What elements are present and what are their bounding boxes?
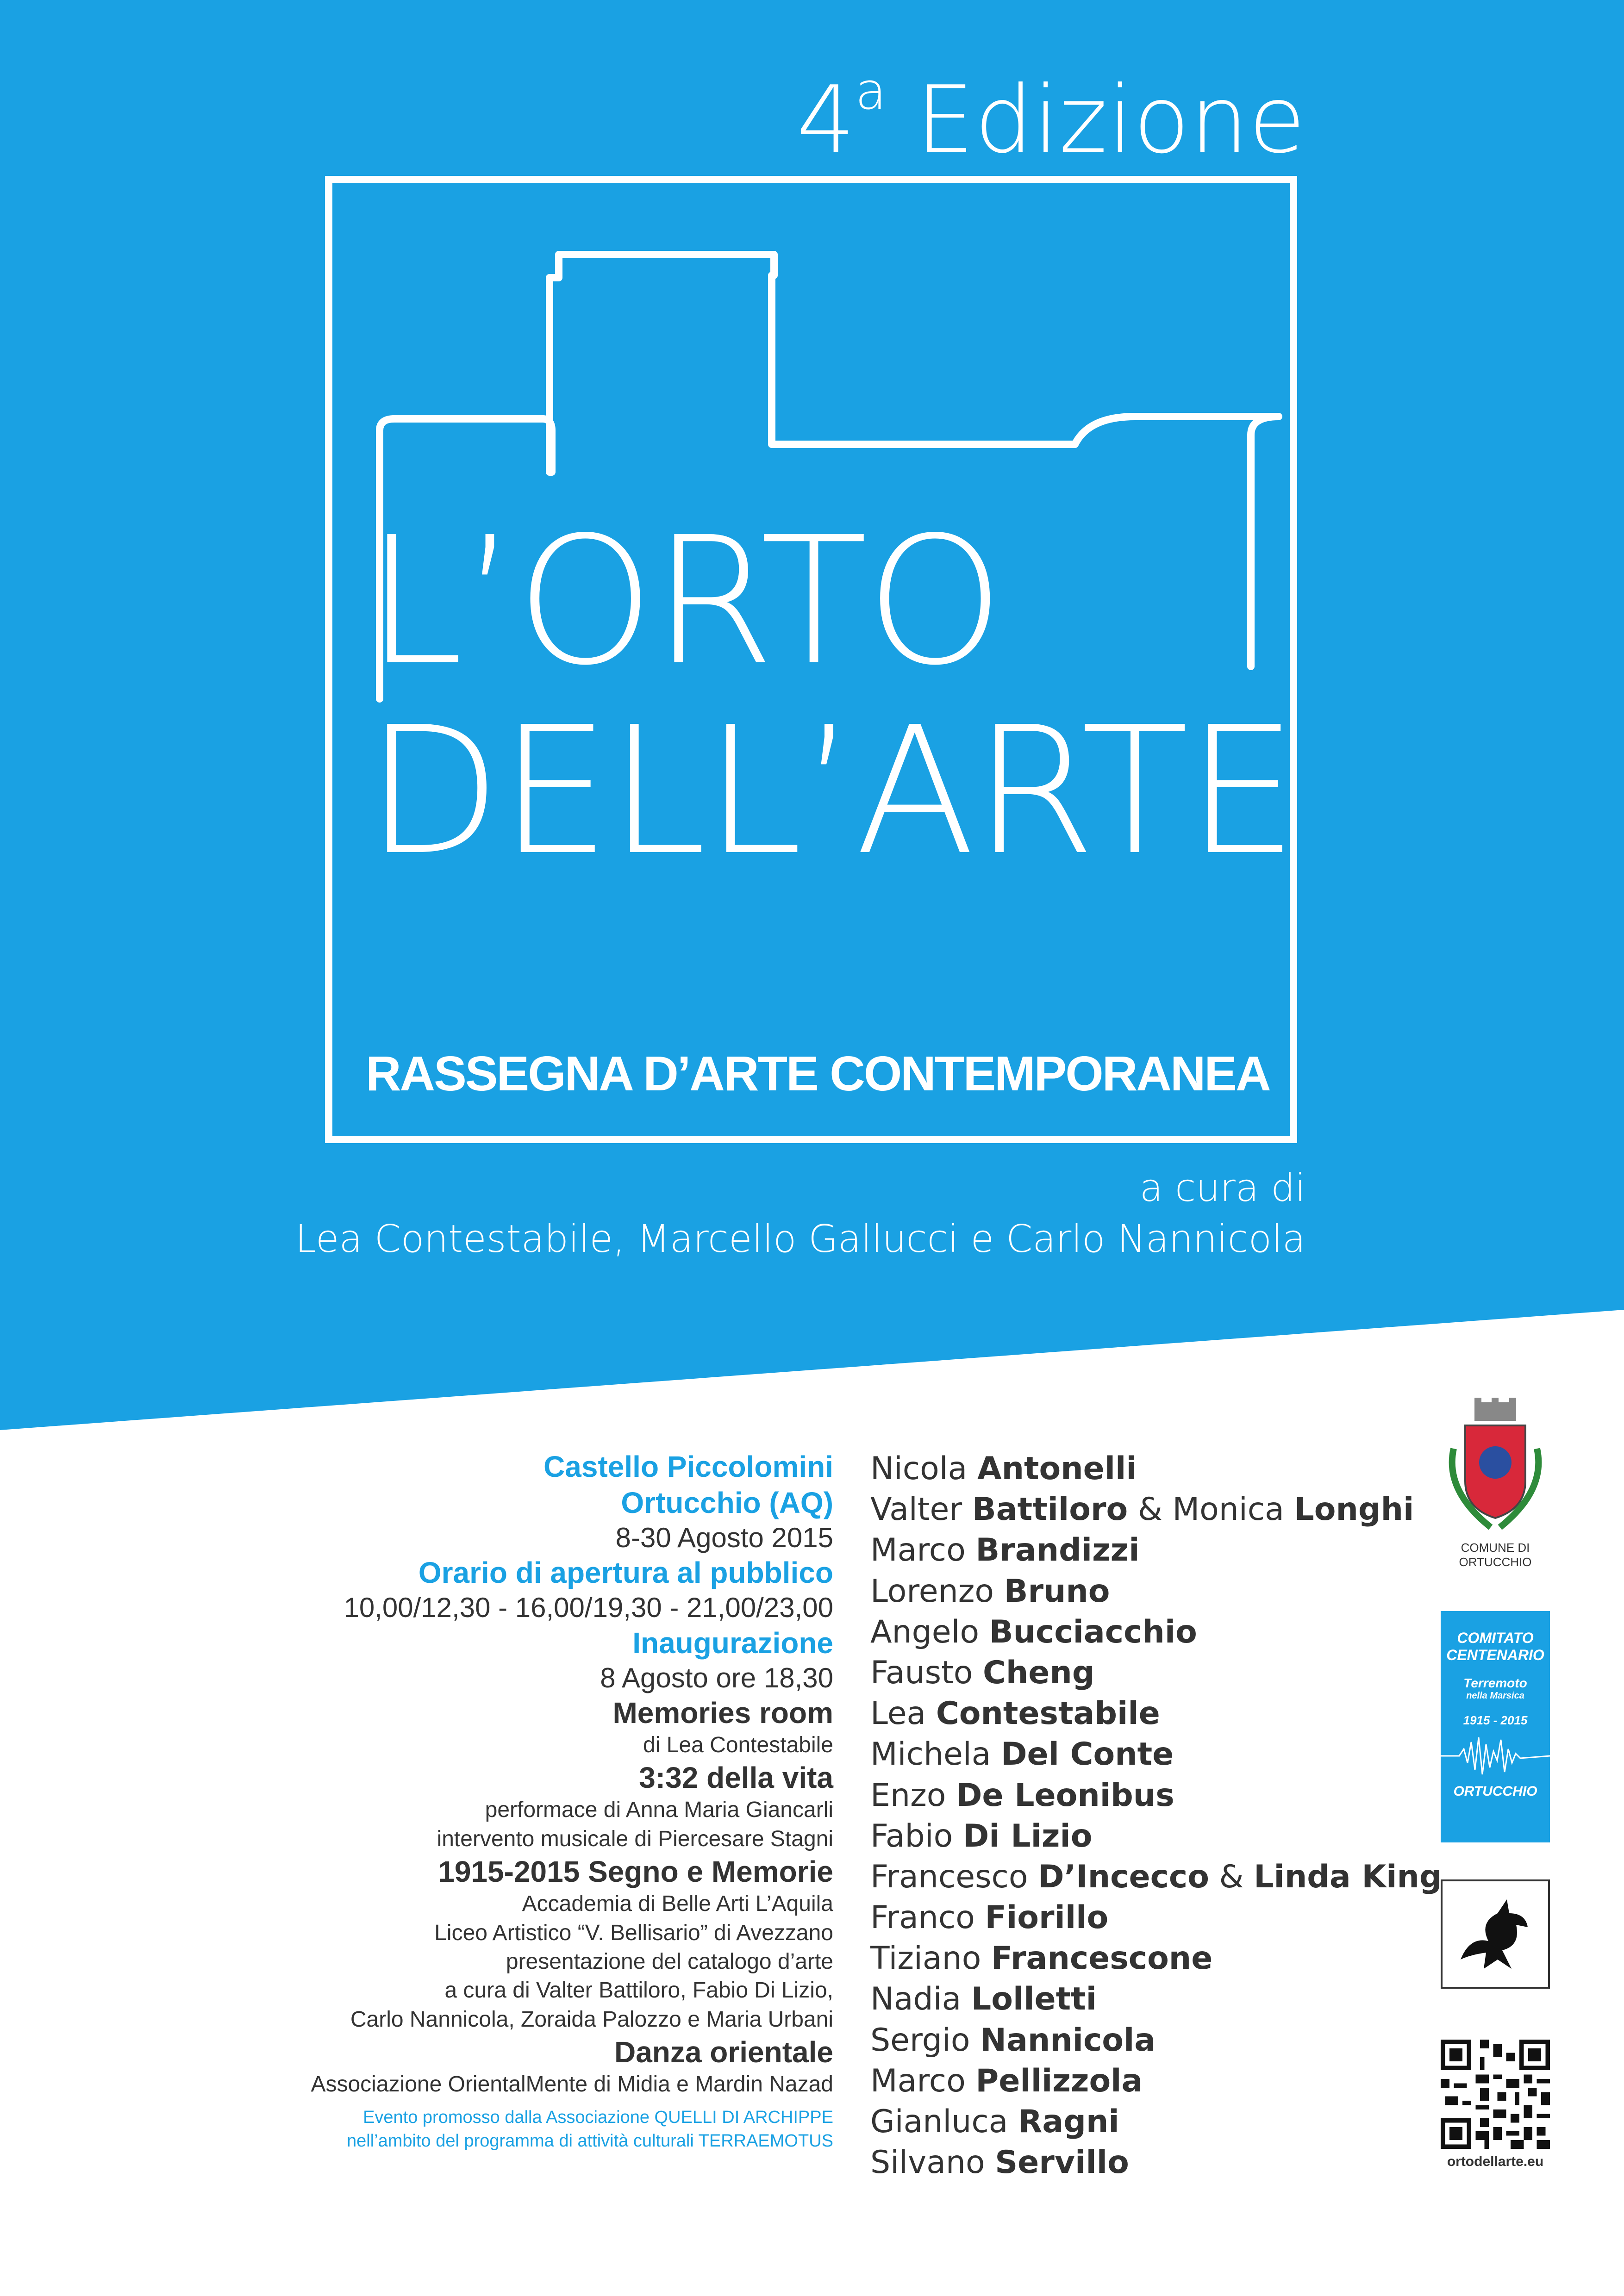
qr-code-icon (1441, 2040, 1550, 2149)
event3-line2: Liceo Artistico “V. Bellisario” di Avezzano (434, 1920, 833, 1945)
opening-date: 8 Agosto ore 18,30 (600, 1662, 833, 1693)
artist-row: Tiziano Francescone (870, 1940, 1213, 1977)
artist-row: Enzo De Leonibus (870, 1777, 1174, 1814)
logo-subtitle: RASSEGNA D’ARTE CONTEMPORANEA (366, 1046, 1270, 1101)
promo-line1: Evento promosso dalla Associazione QUELLI DI ARCHIPPE (363, 2107, 833, 2127)
hours: 10,00/12,30 - 16,00/19,30 - 21,00/23,00 (344, 1592, 833, 1624)
comune-name-line1: COMUNE DI (1461, 1541, 1530, 1555)
logo-title-line2: DELL’ARTE (366, 689, 1296, 894)
edition-number: 4 (796, 66, 856, 174)
artist-row: Fabio Di Lizio (870, 1817, 1093, 1854)
website-link[interactable]: ortodellarte.eu (1447, 2154, 1544, 2169)
comune-crest (1426, 1398, 1565, 1569)
artist-row: Nicola Antonelli (870, 1450, 1137, 1487)
edition-superscript: a (855, 62, 887, 121)
artist-row: Silvano Servillo (870, 2144, 1129, 2181)
event4-title: Danza orientale (614, 2035, 833, 2069)
archippe-logo (1441, 1879, 1550, 1989)
seismograph-icon (1441, 1735, 1550, 1777)
dates: 8-30 Agosto 2015 (615, 1522, 833, 1554)
edition-heading (556, 62, 1305, 174)
artist-row: Marco Pellizzola (870, 2062, 1143, 2099)
artist-row: Franco Fiorillo (870, 1899, 1109, 1936)
comitato-centenario-logo (1441, 1611, 1550, 1842)
venue-line1: Castello Piccolomini (543, 1450, 833, 1483)
comitato-years: 1915 - 2015 (1463, 1713, 1528, 1727)
event2-line1: performace di Anna Maria Giancarli (485, 1798, 833, 1823)
qr-code (1441, 2040, 1550, 2170)
comitato-line4: nella Marsica (1466, 1691, 1524, 1701)
comitato-line1: COMITATO (1457, 1630, 1534, 1646)
comitato-line2: CENTENARIO (1446, 1647, 1544, 1663)
event2-line2: intervento musicale di Piercesare Stagni (437, 1826, 833, 1851)
event3-line1: Accademia di Belle Arti L’Aquila (522, 1892, 833, 1916)
venue-line2: Ortucchio (AQ) (621, 1486, 833, 1520)
artist-row: Angelo Bucciacchio (870, 1613, 1197, 1650)
comitato-place: ORTUCCHIO (1453, 1784, 1537, 1799)
opening-label: Inaugurazione (632, 1626, 833, 1660)
event3-line4: a cura di Valter Battiloro, Fabio Di Lizio, (444, 1978, 833, 2003)
curators-label: a cura di (1139, 1166, 1305, 1210)
artist-row: Francesco D’Incecco & Linda King (870, 1858, 1442, 1895)
event2-title: 3:32 della vita (639, 1761, 833, 1795)
artist-row: Valter Battiloro & Monica Longhi (870, 1491, 1414, 1528)
event-info (167, 1449, 833, 2153)
artist-row: Marco Brandizzi (870, 1532, 1140, 1569)
comitato-line3: Terremoto (1463, 1676, 1527, 1690)
edition-word: Edizione (916, 66, 1305, 174)
curators-names: Lea Contestabile, Marcello Gallucci e Carlo Nannicola (295, 1217, 1305, 1261)
artists-list (870, 1449, 1442, 2183)
comune-name-line2: ORTUCCHIO (1459, 1555, 1532, 1569)
event4-line1: Associazione OrientalMente di Midia e Mardin Nazad (311, 2072, 833, 2097)
event1-title: Memories room (612, 1696, 833, 1730)
event1-line1: di Lea Contestabile (643, 1732, 833, 1757)
coat-of-arms-icon (1435, 1398, 1555, 1537)
artist-row: Michela Del Conte (870, 1736, 1174, 1773)
sponsor-logos (1426, 1398, 1565, 2170)
artist-row: Gianluca Ragni (870, 2103, 1119, 2140)
hours-label: Orario di apertura al pubblico (418, 1556, 833, 1590)
event3-line5: Carlo Nannicola, Zoraida Palozzo e Maria Urbani (350, 2007, 833, 2032)
artist-row: Fausto Cheng (870, 1654, 1095, 1691)
event3-line3: presentazione del catalogo d’arte (506, 1949, 833, 1974)
promo-line2: nell’ambito del programma di attività culturali TERRAEMOTUS (347, 2131, 833, 2151)
artist-row: Sergio Nannicola (870, 2022, 1156, 2059)
event3-title: 1915-2015 Segno e Memorie (438, 1855, 833, 1889)
artist-row: Lea Contestabile (870, 1695, 1160, 1732)
artist-row: Lorenzo Bruno (870, 1573, 1110, 1610)
dragon-icon (1451, 1890, 1539, 1978)
logo-title-line1: L’ORTO (366, 499, 1003, 704)
artist-row: Nadia Lolletti (870, 1981, 1097, 2018)
